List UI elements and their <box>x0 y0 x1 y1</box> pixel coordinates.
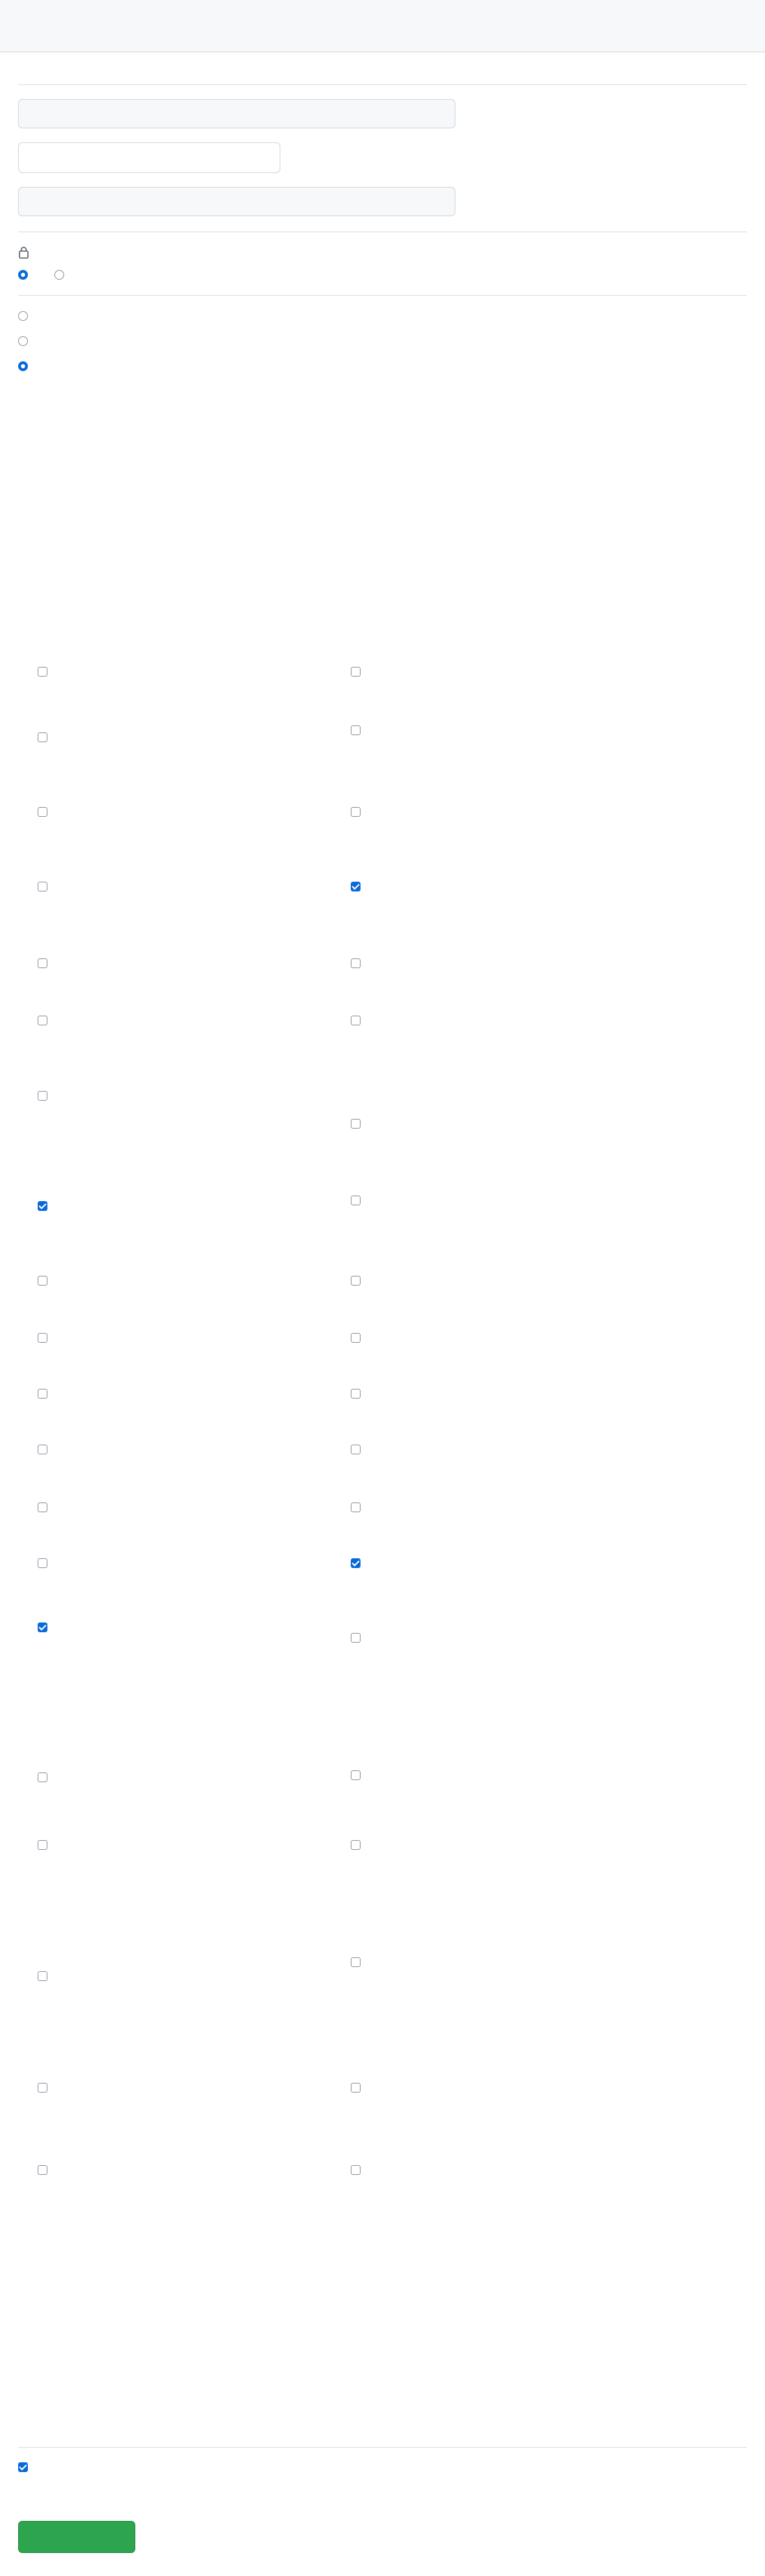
add-webhook-button[interactable] <box>18 2521 135 2553</box>
event-option[interactable] <box>351 804 658 806</box>
event-checkbox[interactable] <box>351 2165 361 2175</box>
event-option[interactable] <box>351 1837 658 1839</box>
event-option[interactable] <box>351 1442 658 1443</box>
event-checkbox[interactable] <box>351 1502 361 1512</box>
event-checkbox[interactable] <box>351 1633 361 1643</box>
event-checkbox[interactable] <box>38 2083 47 2093</box>
ssl-note <box>18 246 747 259</box>
ssl-options <box>18 270 747 280</box>
send-everything-option[interactable] <box>18 336 747 346</box>
event-option[interactable] <box>351 879 658 880</box>
content-type-select[interactable] <box>18 142 280 173</box>
event-option[interactable] <box>38 1330 344 1332</box>
event-option[interactable] <box>38 1088 344 1090</box>
event-checkbox[interactable] <box>38 1091 47 1101</box>
event-option[interactable] <box>38 1556 344 1557</box>
lock-icon <box>18 246 29 259</box>
event-checkbox[interactable] <box>351 1196 361 1205</box>
event-checkbox[interactable] <box>351 1558 361 1568</box>
event-checkbox[interactable] <box>38 1971 47 1981</box>
event-checkbox[interactable] <box>351 1389 361 1399</box>
divider <box>18 295 747 296</box>
just-push-option[interactable] <box>18 311 747 321</box>
disable-ssl-radio[interactable] <box>54 270 64 280</box>
event-checkbox[interactable] <box>351 667 361 677</box>
divider <box>18 2447 747 2448</box>
secret-input[interactable] <box>18 187 455 216</box>
select-events-radio[interactable] <box>18 361 28 371</box>
just-push-radio[interactable] <box>18 311 28 321</box>
event-option[interactable] <box>351 664 658 665</box>
intro-text <box>18 66 747 85</box>
event-option[interactable] <box>38 879 344 880</box>
event-option[interactable] <box>351 1954 658 1956</box>
event-checkbox[interactable] <box>38 732 47 742</box>
event-checkbox[interactable] <box>351 725 361 735</box>
event-option[interactable] <box>351 1386 658 1387</box>
event-option[interactable] <box>38 956 344 957</box>
enable-ssl-radio[interactable] <box>18 270 28 280</box>
event-option[interactable] <box>38 2162 344 2164</box>
event-checkbox[interactable] <box>351 1016 361 1025</box>
event-checkbox[interactable] <box>38 1333 47 1343</box>
event-option[interactable] <box>351 723 658 724</box>
event-checkbox[interactable] <box>38 1502 47 1512</box>
event-checkbox[interactable] <box>351 1445 361 1454</box>
event-checkbox[interactable] <box>38 1016 47 1025</box>
event-option[interactable] <box>38 1013 344 1014</box>
event-option[interactable] <box>351 1273 658 1274</box>
disable-ssl-option[interactable] <box>54 270 74 280</box>
event-option[interactable] <box>38 1968 344 1970</box>
event-checkbox-grid <box>0 371 765 2118</box>
event-checkbox[interactable] <box>351 958 361 968</box>
event-option[interactable] <box>38 1198 344 1200</box>
event-checkbox[interactable] <box>38 1276 47 1286</box>
event-option[interactable] <box>351 1556 658 1557</box>
event-checkbox[interactable] <box>351 1840 361 1850</box>
event-option[interactable] <box>351 1630 658 1632</box>
payload-url-input[interactable] <box>18 99 455 128</box>
event-checkbox[interactable] <box>38 1840 47 1850</box>
event-checkbox[interactable] <box>38 2165 47 2175</box>
event-option[interactable] <box>38 730 344 731</box>
event-option[interactable] <box>351 1193 658 1194</box>
event-option[interactable] <box>351 1500 658 1501</box>
select-events-option[interactable] <box>18 361 747 371</box>
event-checkbox[interactable] <box>351 1770 361 1780</box>
send-everything-radio[interactable] <box>18 336 28 346</box>
event-option[interactable] <box>351 1330 658 1332</box>
active-checkbox[interactable] <box>18 2462 28 2472</box>
event-checkbox[interactable] <box>38 882 47 891</box>
breadcrumb <box>0 0 765 52</box>
event-checkbox[interactable] <box>38 807 47 817</box>
event-option[interactable] <box>38 664 344 665</box>
event-option[interactable] <box>351 956 658 957</box>
event-checkbox[interactable] <box>351 807 361 817</box>
event-checkbox[interactable] <box>38 1558 47 1568</box>
event-checkbox[interactable] <box>351 1276 361 1286</box>
enable-ssl-option[interactable] <box>18 270 35 280</box>
event-option[interactable] <box>38 1442 344 1443</box>
event-option[interactable] <box>351 1768 658 1769</box>
event-checkbox[interactable] <box>38 1445 47 1454</box>
event-checkbox[interactable] <box>38 1772 47 1782</box>
event-option[interactable] <box>38 1770 344 1771</box>
event-checkbox[interactable] <box>351 1119 361 1129</box>
event-checkbox[interactable] <box>351 1957 361 1967</box>
event-checkbox[interactable] <box>38 1622 47 1632</box>
event-option[interactable] <box>38 1386 344 1387</box>
event-option[interactable] <box>351 1116 658 1117</box>
event-option[interactable] <box>38 2080 344 2081</box>
event-checkbox[interactable] <box>351 1333 361 1343</box>
event-option[interactable] <box>351 2162 658 2164</box>
event-option[interactable] <box>38 1620 344 1621</box>
active-option[interactable] <box>18 2462 36 2476</box>
event-checkbox[interactable] <box>38 1201 47 1211</box>
event-checkbox[interactable] <box>38 667 47 677</box>
event-option[interactable] <box>38 1273 344 1274</box>
event-option[interactable] <box>38 1500 344 1501</box>
event-option[interactable] <box>351 2080 658 2081</box>
event-checkbox[interactable] <box>351 2083 361 2093</box>
event-checkbox[interactable] <box>38 1389 47 1399</box>
event-option[interactable] <box>351 1013 658 1014</box>
event-option[interactable] <box>38 804 344 806</box>
event-option[interactable] <box>38 1837 344 1839</box>
event-checkbox[interactable] <box>351 882 361 891</box>
event-checkbox[interactable] <box>38 958 47 968</box>
